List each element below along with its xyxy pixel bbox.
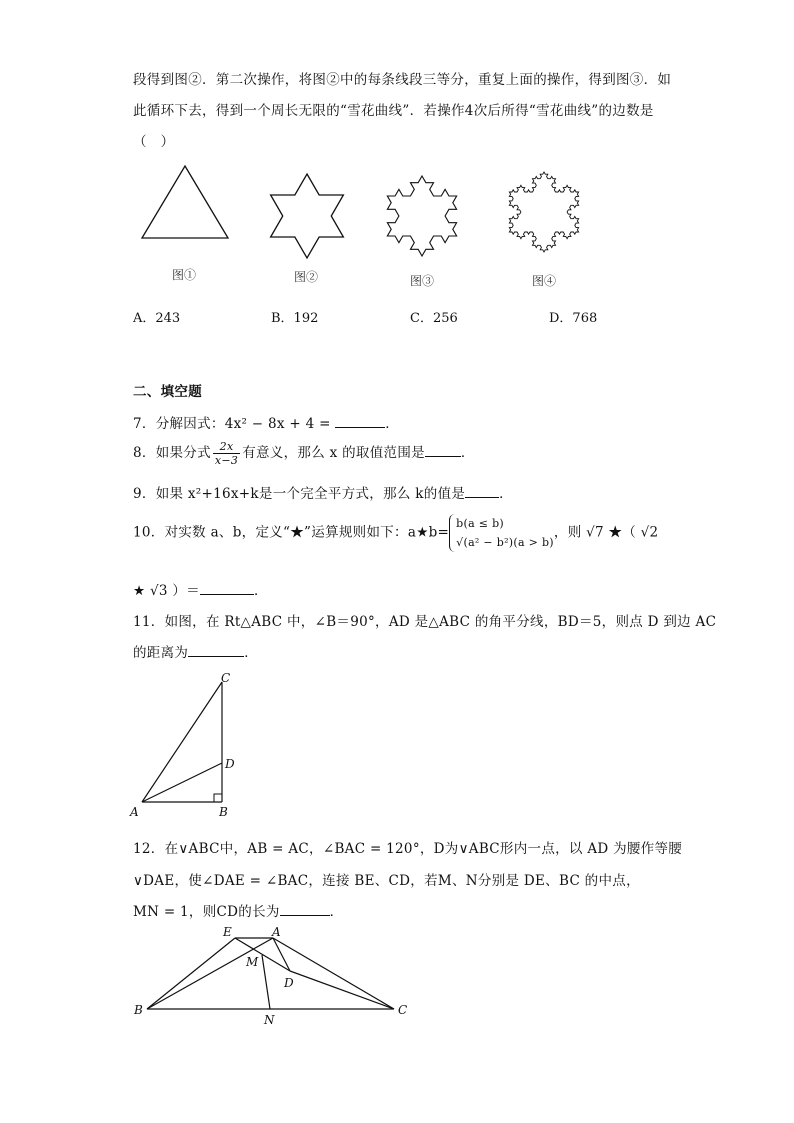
segment-ab [147,938,273,1009]
question-8-prefix: 8．如果分式 [133,445,211,461]
question-12-end: ． [329,904,344,920]
figure-3-caption: 图③ [410,274,435,288]
label-d: D [225,757,235,771]
figure-1-caption: 图① [172,268,197,282]
label-c: C [221,671,231,685]
question-8-end: ． [460,445,475,461]
question-8 [133,440,475,467]
question-10-suffix: ，则 √7 ★（ √2 [553,524,659,541]
figure-2-caption: 图② [294,270,319,284]
question-9-end: ． [499,486,513,502]
label-m: M [246,955,259,969]
question-7-end: ． [385,416,400,432]
question-11-line1: 11．如图，在 Rt△ABC 中，∠B＝90°，AD 是△ABC 的角平分线，BD＝5，则点 D 到边 AC [133,614,717,630]
question-11-line2-text: 的距离为 [133,645,189,661]
option-b[interactable]: B．192 [271,311,319,326]
fraction-denominator: x−3 [214,454,239,467]
question-10-line2-text: ★ √3 ）＝ [133,583,200,599]
snowflake-figure-3 [376,164,468,264]
answer-blank-12[interactable] [280,903,330,916]
figure-4-caption: 图④ [532,274,557,288]
label-e: E [223,925,232,939]
question-10-line2 [133,579,268,599]
option-a[interactable]: A．243 [133,311,181,326]
question-12-line3-text: MN = 1，则CD的长为 [133,904,280,920]
label-c: C [398,1003,408,1017]
label-a: A [272,925,281,939]
label-b: B [134,1003,143,1017]
triangle-abc-dae-figure [128,920,418,1032]
case-1: b(a ≤ b) [456,517,505,530]
answer-blank-11[interactable] [188,644,244,657]
right-angle-mark [214,794,222,802]
snowflake-figure-4 [497,160,592,260]
question-11-line2 [133,641,258,661]
section-title: 二、填空题 [133,384,202,400]
label-b: B [219,805,228,819]
triangle-abc-figure [128,668,248,823]
question-10-end: ． [253,583,268,599]
piecewise-definition [449,514,554,552]
answer-blank-10[interactable] [200,582,254,595]
label-n: N [264,1013,275,1027]
fraction-numerator: 2x [213,440,240,454]
answer-blank-9[interactable] [465,485,499,498]
question-9-text: 9．如果 x²+16x+k是一个完全平方式，那么 k的值是 [133,486,466,502]
fraction [213,440,240,467]
question-12-line2: ∨DAE，使∠DAE = ∠BAC，连接 BE、CD，若M、N分别是 DE、BC 的中点， [133,873,640,889]
question-10-prefix: 10．对实数 a、b，定义“★”运算规则如下：a★b= [133,524,450,541]
option-c[interactable]: C．256 [410,311,458,326]
snowflake-figure-1 [138,162,233,244]
label-a: A [130,805,139,819]
segment-be [147,938,235,1009]
answer-blank-7[interactable] [335,415,385,428]
segment-dc [290,971,394,1009]
question-9 [133,482,513,502]
label-d: D [284,976,294,990]
question-7 [133,412,399,432]
problem6-line1: 段得到图②．第二次操作，将图②中的每条线段三等分，重复上面的操作，得到图③．如 [133,72,672,88]
option-d[interactable]: D．768 [549,311,598,326]
case-2: √(a² − b²)(a > b) [456,536,554,549]
segment-ad [142,763,222,802]
answer-blank-8[interactable] [425,444,461,457]
snowflake-figure-2 [260,162,355,262]
problem6-line3: （ ） [133,134,175,150]
question-8-mid: 有意义，那么 x 的取值范围是 [242,445,425,461]
question-10 [133,514,658,552]
problem6-line2: 此循环下去，得到一个周长无限的“雪花曲线”．若操作4次后所得“雪花曲线”的边数是 [133,103,654,119]
question-11-end: ． [244,645,259,661]
question-12-line3 [133,900,343,920]
question-12-line1: 12．在∨ABC中，AB = AC，∠BAC = 120°，D为∨ABC形内一点，以 AD 为腰作等腰 [133,841,683,857]
segment-ac [142,682,222,802]
segment-mn [262,955,270,1009]
question-7-text: 7．分解因式：4x² − 8x + 4 = [133,416,331,432]
segment-ac [273,938,394,1009]
